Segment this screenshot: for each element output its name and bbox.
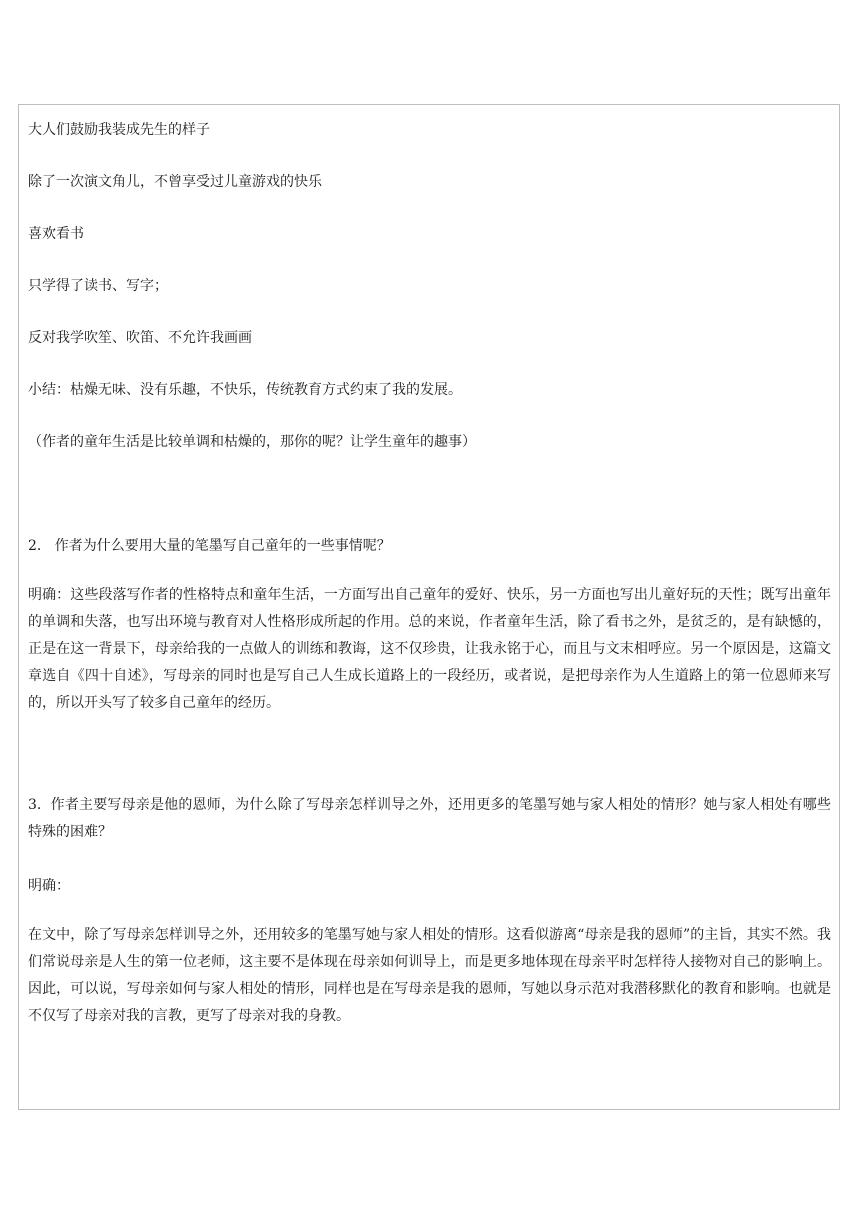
note-line: （作者的童年生活是比较单调和枯燥的，那你的呢？让学生童年的趣事）	[28, 434, 476, 450]
question-2: 2. 作者为什么要用大量的笔墨写自己童年的一些事情呢？	[28, 538, 391, 554]
text-line: 喜欢看书	[28, 226, 84, 242]
text-line: 大人们鼓励我装成先生的样子	[28, 122, 210, 138]
question-3: 3. 作者主要写母亲是他的恩师，为什么除了写母亲怎样训导之外，还用更多的笔墨写她与家人相处的情形？她与家人相处有哪些特殊的困难？	[28, 797, 831, 840]
text-line: 反对我学吹笙、吹笛、不允许我画画	[28, 330, 252, 346]
answer-3-label: 明确：	[28, 878, 70, 894]
answer-3: 在文中，除了写母亲怎样训导之外，还用较多的笔墨写她与家人相处的情形。这看似游离“母亲是我的恩师”的主旨，其实不然。我们常说母亲是人生的第一位老师，这主要不是体现在母亲如何训导上，而是更多地体现在母亲平时怎样待人接物对自己的影响上。因此，可以说，写母亲如何与家人相处的情形，同样也是在写母亲是我的恩师，写她以身示范对我潜移默化的教育和影响。也就是不仅写了母亲对我的言教，更写了母亲对我的身教。	[28, 927, 831, 1024]
text-line: 除了一次演文角儿，不曾享受过儿童游戏的快乐	[28, 174, 322, 190]
text-line: 只学得了读书、写字；	[28, 278, 168, 294]
summary-line: 小结：枯燥无味、没有乐趣，不快乐，传统教育方式约束了我的发展。	[28, 382, 462, 398]
answer-2: 明确：这些段落写作者的性格特点和童年生活，一方面写出自己童年的爱好、快乐，另一方面也写出儿童好玩的天性；既写出童年的单调和失落，也写出环境与教育对人性格形成所起的作用。总的来说，作者童年生活，除了看书之外，是贫乏的，是有缺憾的，正是在这一背景下，母亲给我的一点做人的训练和教诲，这不仅珍贵，让我永铭于心，而且与文末相呼应。另一个原因是，这篇文章选自《四十自述》，写母亲的同时也是写自己人生成长道路上的一段经历，或者说，是把母亲作为人生道路上的第一位恩师来写的，所以开头写了较多自己童年的经历。	[28, 587, 831, 711]
